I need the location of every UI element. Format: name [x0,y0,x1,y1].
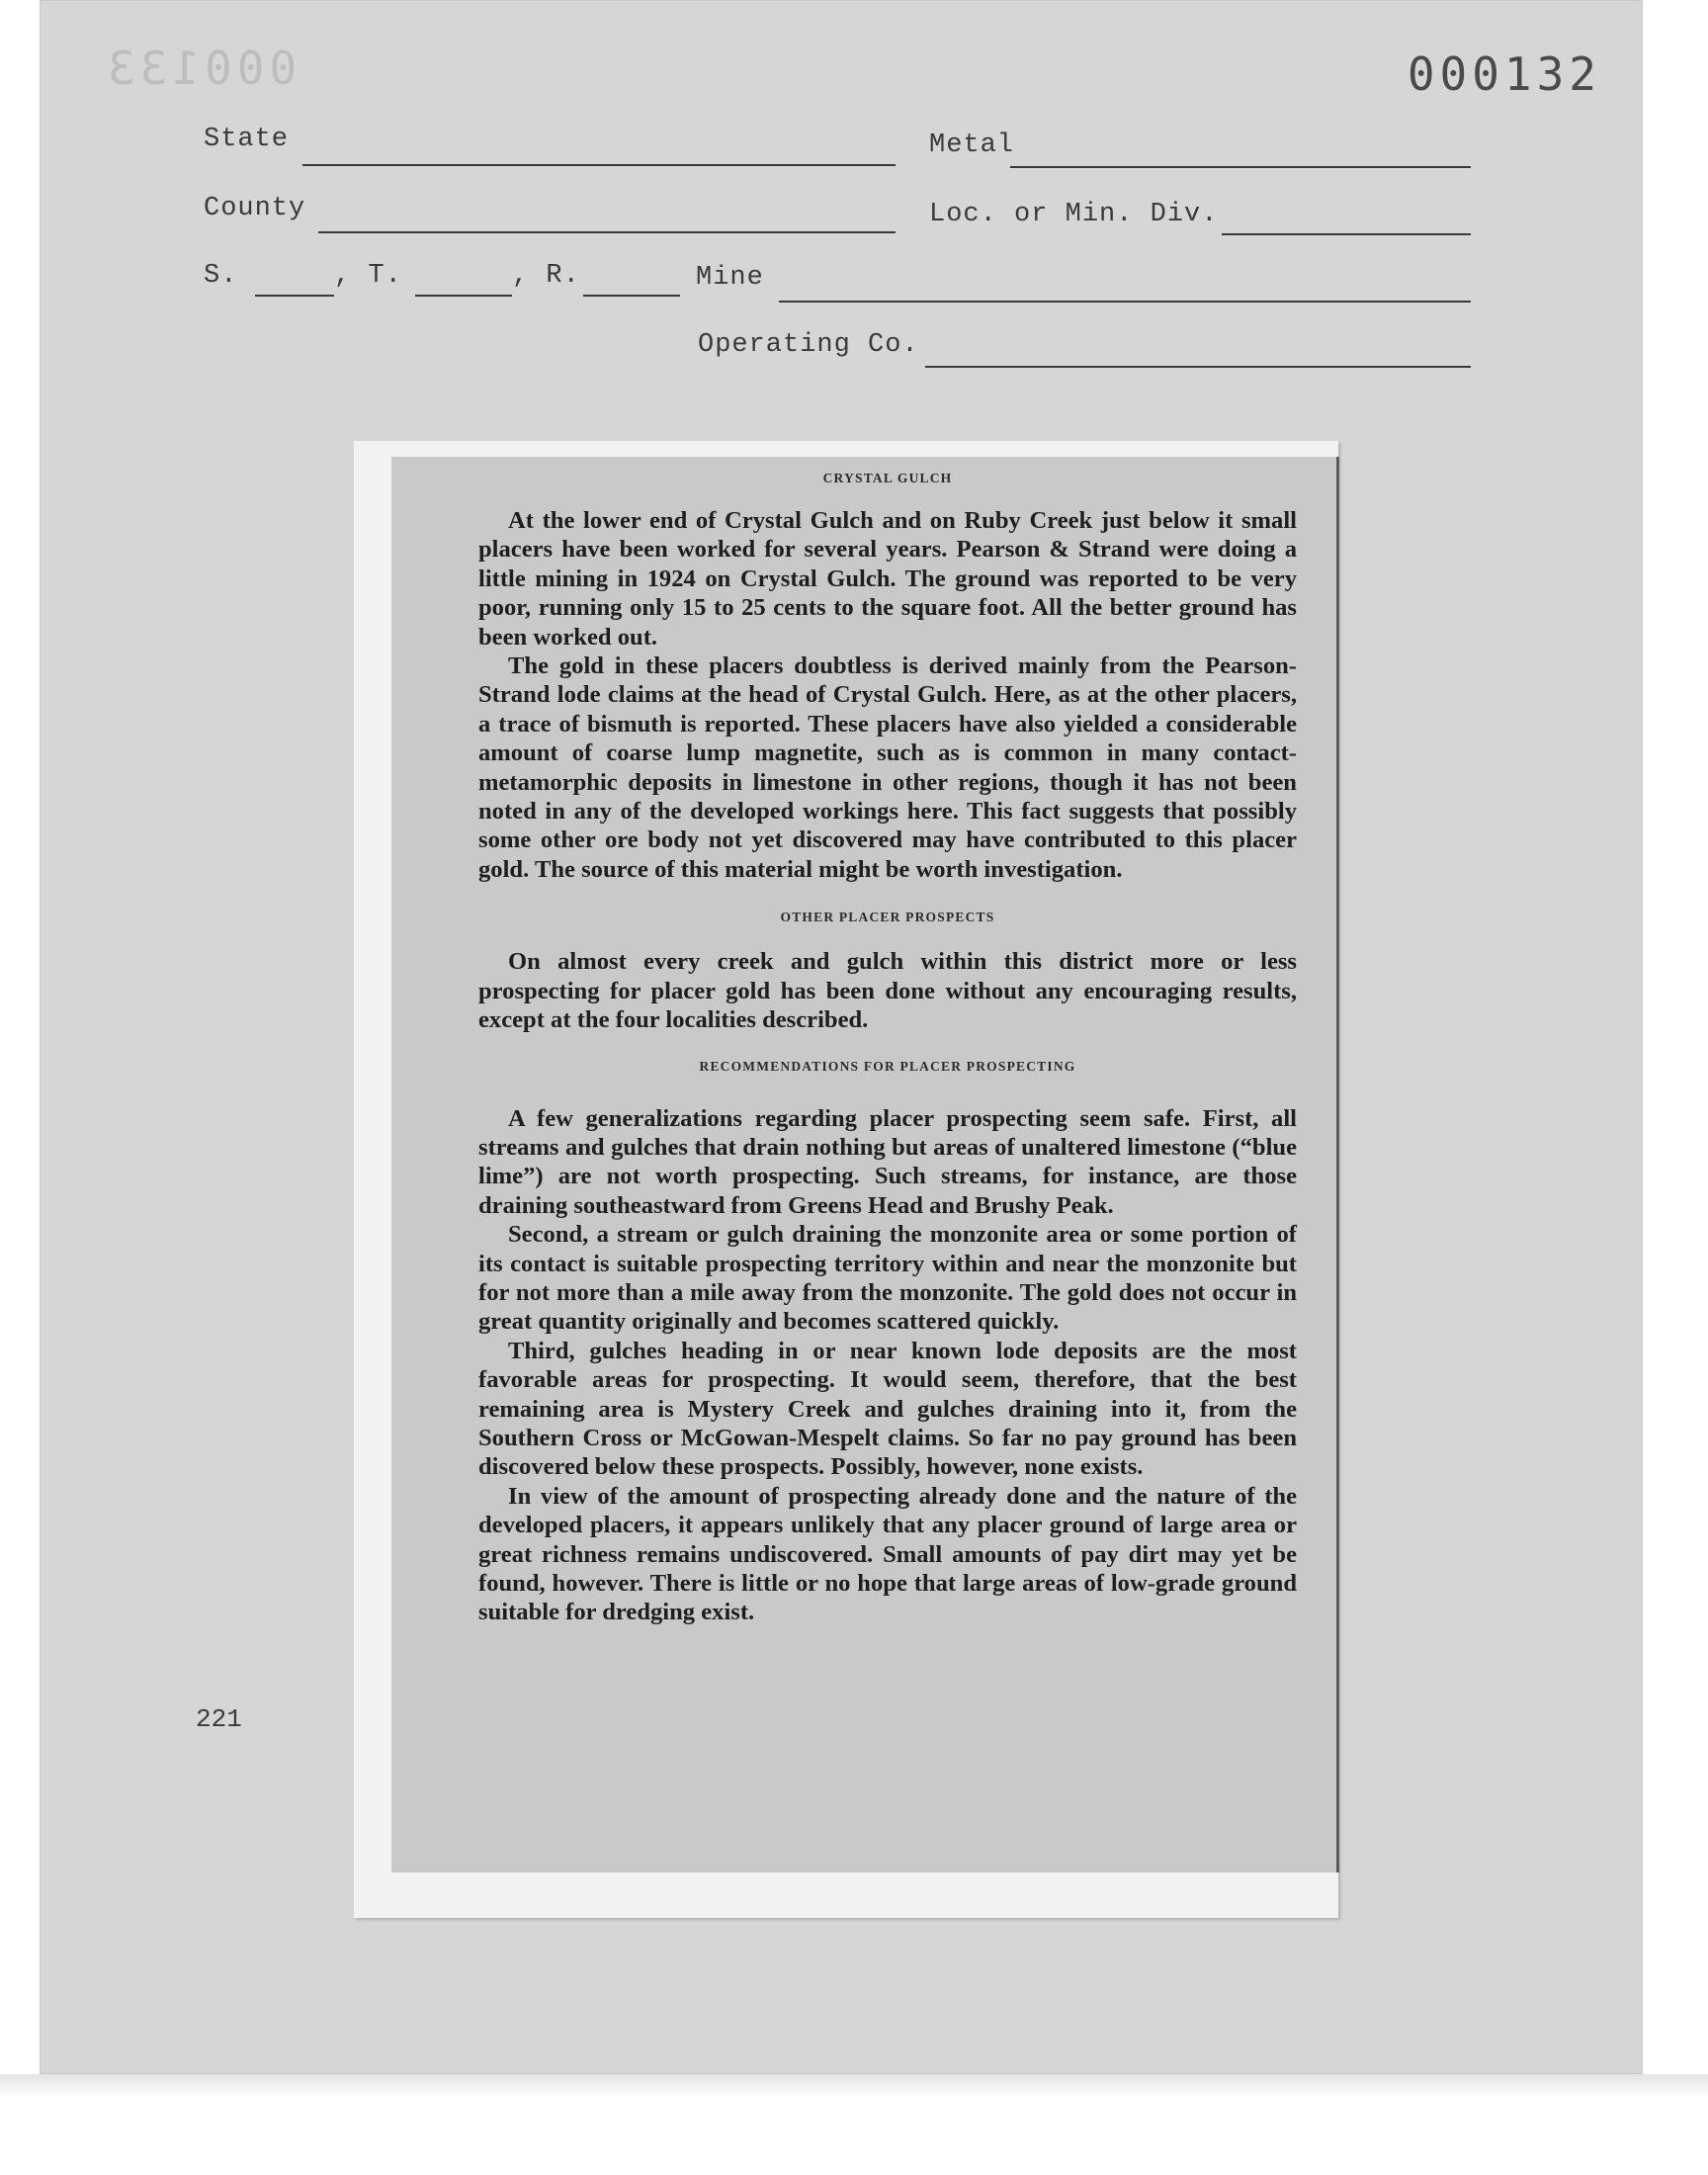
township-field[interactable] [415,295,512,297]
county-field[interactable] [318,231,896,233]
mine-label: Mine [696,263,764,293]
paragraph: At the lower end of Crystal Gulch and on Ruby Creek just below it small placers have been worked for several years. Pearson & Strand were doing a little mining in 1924 on Crystal Gulch. The ground was reported to be very poor, running only 15 to 25 cents to the square foot. All the better ground has been worked out. [478,507,1297,651]
mine-field[interactable] [779,301,1471,303]
range-field[interactable] [583,295,680,297]
section-heading: CRYSTAL GULCH [822,471,953,485]
state-field[interactable] [302,164,896,166]
paragraph: Third, gulches heading in or near known lode deposits are the most favorable areas for prospecting. It would seem, therefore, that the best remaining area is Mystery Creek and gulches draining into it, from the Southern Cross or McGowan-Mespelt claims. So far no pay ground has been discovered below these prospects. Possibly, however, none exists. [478,1337,1297,1481]
paragraph: In view of the amount of prospecting already done and the nature of the developed placers, it appears unlikely that any placer ground of large area or great richness remains undiscovered. Small amounts of pay dirt may yet be found, however. There is little or no hope that large areas of low-grade ground suitable for dredging exist. [478,1482,1297,1626]
document-number: 000132 [1407,47,1601,101]
clipping-text [478,465,1297,1627]
metal-label: Metal [929,130,1015,160]
township-label: , T. [334,261,402,291]
range-label: , R. [512,261,580,291]
loc-label: Loc. or Min. Div. [929,200,1219,229]
page-number: 221 [196,1704,242,1734]
loc-field[interactable] [1222,233,1471,235]
county-label: County [204,194,306,223]
state-label: State [204,125,290,154]
section-label: S. [204,261,238,291]
metal-field[interactable] [1010,166,1471,168]
section-heading: RECOMMENDATIONS FOR PLACER PROSPECTING [699,1058,1076,1074]
section-heading: OTHER PLACER PROSPECTS [780,910,995,925]
operating-co-field[interactable] [925,366,1471,368]
section-field[interactable] [255,295,334,297]
card-bottom-edge [0,2074,1708,2098]
paragraph: Second, a stream or gulch draining the monzonite area or some portion of its contact is suitable prospecting territory within and near the monzonite but for not more than a mile away from the monzonite. The gold does not occur in great quantity originally and becomes scattered quickly. [478,1221,1297,1336]
paragraph: A few generalizations regarding placer prospecting seem safe. First, all streams and gulches that drain nothing but areas of unaltered limestone (“blue lime”) are not worth prospecting. Such streams, for instance, are those draining southeastward from Greens Head and Brushy Peak. [478,1104,1297,1219]
paragraph: On almost every creek and gulch within this district more or less prospecting for placer gold has been done without any encouraging results, except at the four localities described. [478,948,1297,1034]
operating-co-label: Operating Co. [698,330,919,360]
paragraph: The gold in these placers doubtless is derived mainly from the Pearson-Strand lode claims at the head of Crystal Gulch. Here, as at the other placers, a trace of bismuth is reported. These placers have also yielded a considerable amount of coarse lump magnetite, such as is common in many contact-metamorphic deposits in limestone in other regions, though it has not been noted in any of the developed workings here. This fact suggests that possibly some other ore body not yet discovered may have contributed to this placer gold. The source of this material might be worth investigation. [478,652,1297,883]
document-number-bleedthrough: 000133 [103,42,298,95]
